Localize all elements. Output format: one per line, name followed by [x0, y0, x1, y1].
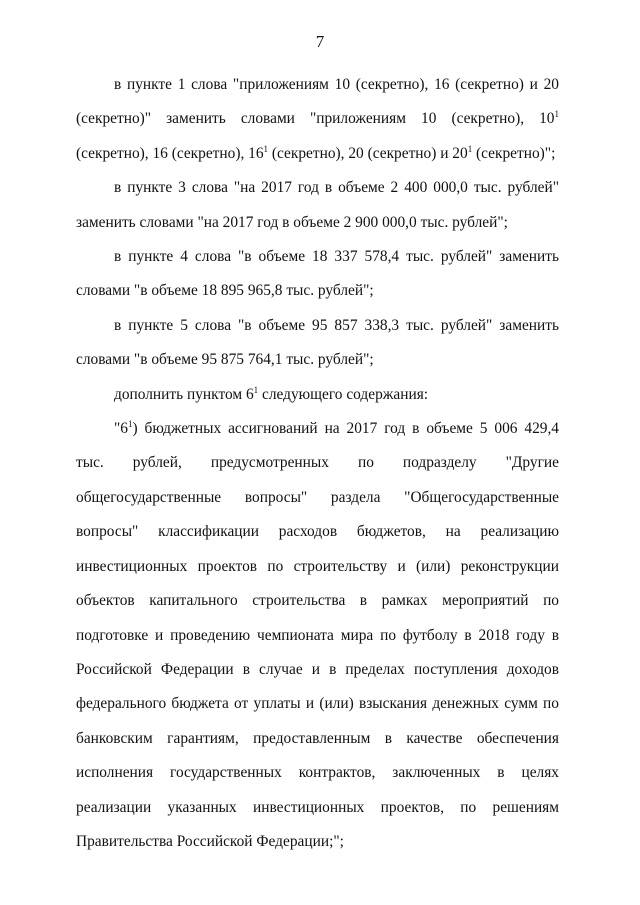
paragraph-amend-point-3: в пункте 3 слова "на 2017 год в объеме 2 400 000,0 тыс. рублей" заменить словами "на 2017 год в объеме 2 900 000,0 тыс. рублей"; [76, 179, 559, 231]
page-number: 7 [315, 32, 325, 51]
text: следующего содержания: [258, 385, 429, 403]
superscript: 1 [263, 143, 269, 154]
text: в пункте 1 слова "приложениям 10 (секретно), 16 (секретно) и 20 (секретно)" заменить словами "приложениям 10 (секретно), 10 [76, 76, 559, 128]
superscript: 1 [253, 384, 259, 395]
text: "6 [114, 420, 128, 438]
document-body [76, 68, 559, 859]
paragraph-point-6-1-text [76, 412, 559, 859]
superscript: 1 [127, 419, 133, 430]
text: ) бюджетных ассигнований на 2017 год в объеме 5 006 429,4 тыс. рублей, предусмотренных по подразделу "Другие общегосударственные вопросы" раздела "Общегосударственные вопросы" классификации расходов бюджетов, на реализацию инвестиционных проектов по строительству и (или) реконструкции объектов капитального строительства в рамках мероприятий по подготовке и проведению чемпионата мира по футболу в 2018 году в Российской Федерации в случае и в пределах поступления доходов федерального бюджета от уплаты и (или) взыскания денежных сумм по банковским гарантиям, предоставленным в качестве обеспечения исполнения государственных контрактов, заключенных в целях реализации указанных инвестиционных проектов, по решениям Правительства Российской Федерации;"; [76, 420, 559, 850]
text: (секретно), 16 (секретно), 16 [76, 144, 264, 162]
superscript: 1 [467, 143, 473, 154]
text: (секретно), 20 (секретно) и 20 [268, 144, 468, 162]
text: (секретно)"; [472, 144, 556, 162]
paragraph-amend-point-5: в пункте 5 слова "в объеме 95 857 338,3 тыс. рублей" заменить словами "в объеме 95 875 764,1 тыс. рублей"; [76, 316, 559, 369]
text: дополнить пунктом 6 [114, 385, 254, 403]
paragraph-add-point-6-1 [76, 378, 559, 412]
paragraph-amend-point-4: в пункте 4 слова "в объеме 18 337 578,4 тыс. рублей" заменить словами "в объеме 18 895 965,8 тыс. рублей"; [76, 248, 559, 300]
superscript: 1 [554, 109, 559, 120]
paragraph-amend-point-1 [76, 68, 559, 171]
